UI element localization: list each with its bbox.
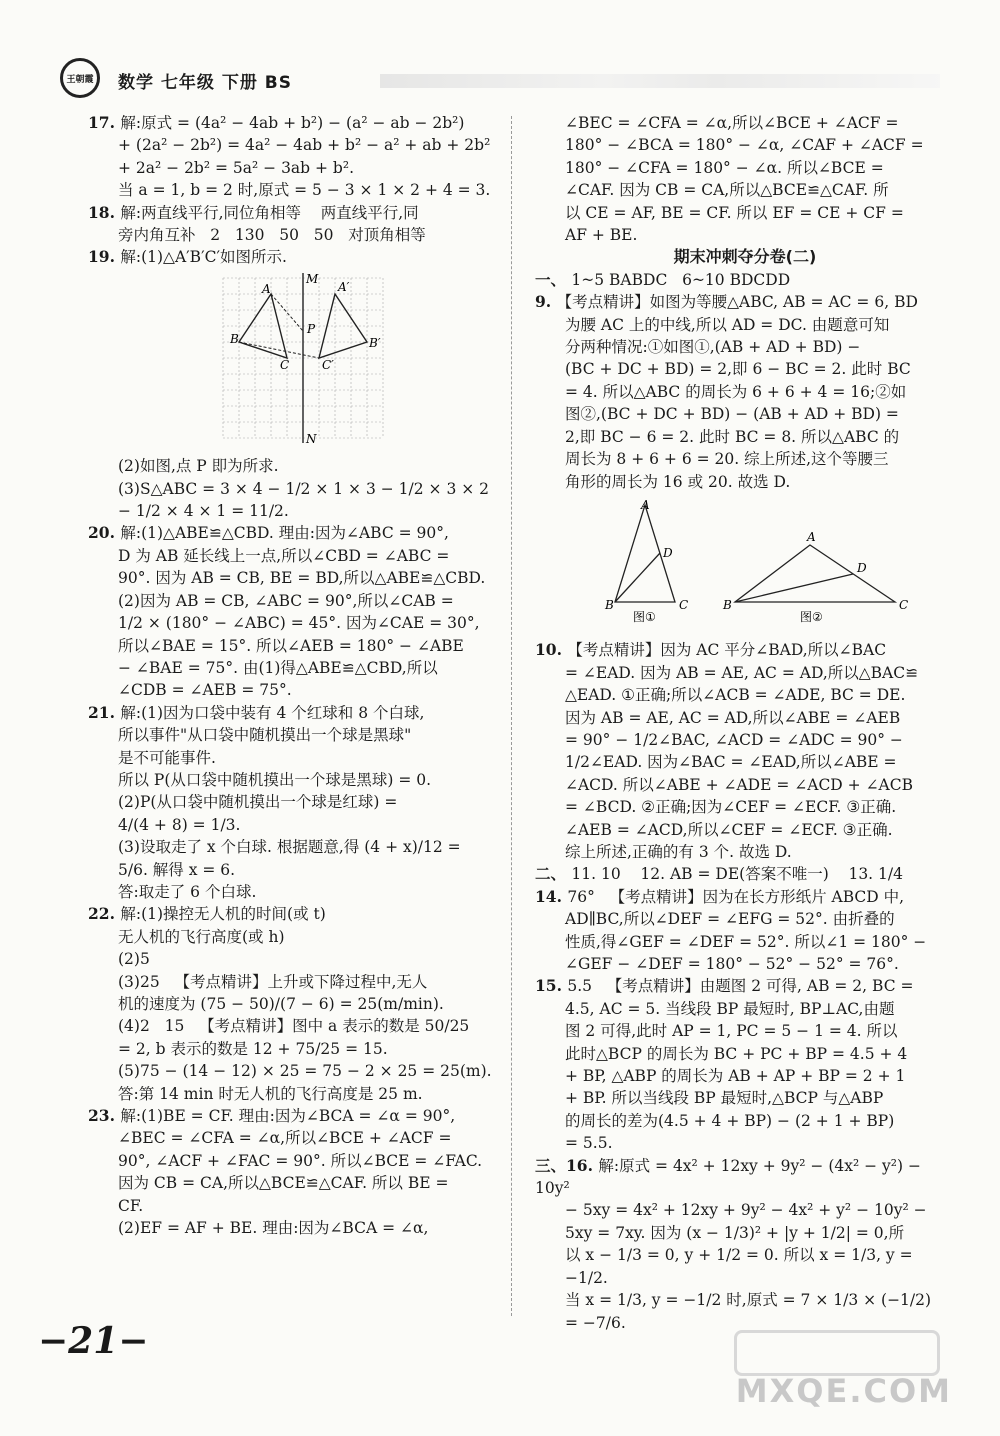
answer-text: CF. [118,1196,144,1215]
answer-line [535,426,955,448]
answer-text: 解:原式 = 4x² + 12xy + 9y² − (4x² − y²) − 10y² [535,1156,926,1198]
question-number: 20. [88,523,121,543]
answer-line [535,1043,955,1065]
answer-line [535,819,955,841]
answer-line [88,657,493,679]
answer-text: AD∥BC,所以∠DEF = ∠EFG = 52°. 由折叠的 [565,910,895,929]
question-number: 二、 [535,864,572,884]
answer-text: ∠CAF. 因为 CB = CA,所以△BCE≌△CAF. 所 [565,181,889,200]
answer-line [535,886,955,908]
question-number: 10. [535,640,568,660]
question-number: 17. [88,113,121,132]
answer-text: = 90° − 1/2∠BAC, ∠ACD = ∠ADC = 90° − [565,730,903,749]
answer-line [88,1217,493,1239]
answer-text: ∠AEB = ∠ACD,所以∠CEF = ∠ECF. ③正确. [565,820,893,839]
triangle-vertex-label: A [807,529,816,544]
answer-line [88,1015,493,1037]
answer-text: 解:两直线平行,同位角相等 两直线平行,同 [120,203,419,222]
grid-label: B [230,331,239,346]
grid-label: C [280,357,290,372]
answer-line [535,403,955,425]
answer-text: − ∠BAE = 75°. 由(1)得△ABE≌△CBD,所以 [118,658,438,677]
figure-caption: 图① [633,609,656,624]
figure-caption: 图② [800,609,823,624]
answer-text: 解:(1)△ABE≌△CBD. 理由:因为∠ABC = 90°, [120,524,449,543]
answer-line [535,751,955,773]
answer-text: 综上所述,正确的有 3 个. 故选 D. [565,842,792,861]
answer-text: (3)设取走了 x 个白球. 根据题意,得 (4 + x)/12 = [118,838,461,857]
answer-text: 因为 AB = AE, AC = AD,所以∠ABE = ∠AEB [565,708,901,727]
triangle-vertex-label: C [899,597,909,612]
answer-line [88,1127,493,1149]
answer-line [88,590,493,612]
answer-line [535,336,955,358]
answer-line [88,567,493,589]
answer-line [88,1150,493,1172]
answer-text: 1~5 BABDC 6~10 BDCDD [571,270,791,289]
answer-text: + (2a² − 2b²) = 4a² − 4ab + b² − a² + ab + 2b² [118,136,491,155]
answer-line [88,522,493,544]
answer-line [88,112,493,134]
answer-line [88,769,493,791]
answer-text: 解:原式 = (4a² − 4ab + b²) − (a² − ab − 2b²) [120,114,465,132]
answer-line [535,224,955,246]
grid-label: P [307,321,316,336]
symmetry-grid-figure [218,273,388,443]
grid-label: A′ [338,279,350,294]
page-number: −21− [38,1320,149,1362]
answer-text: 76° 【考点精讲】因为在长方形纸片 ABCD 中, [567,887,905,906]
question-number: 一、 [535,269,572,289]
answer-line [535,707,955,729]
answer-line [535,931,955,953]
answer-text: (2)5 [118,950,150,969]
answer-text: ∠BEC = ∠CFA = ∠α,所以∠BCE + ∠ACF = [565,114,899,132]
answer-line [88,1060,493,1082]
answer-line [88,881,493,903]
answer-line [88,814,493,836]
answer-line [88,971,493,993]
question-number: 21. [88,702,121,722]
answer-text: 分两种情况:①如图①,(AB + AD + BD) − [565,338,861,357]
watermark: MXQE.COM [735,1372,952,1410]
answer-text: + BP, △ABP 的周长为 AB + AP + BP = 2 + 1 [565,1067,906,1086]
header-title: 数学 七年级 下册 BS [118,73,292,93]
answer-line [535,1110,955,1132]
header-decor-bar [380,74,940,88]
answer-line [535,1244,955,1289]
triangle-vertex-label: D [857,560,867,575]
answer-text: 图②,(BC + DC + BD) − (AB + AD + BD) = [565,405,899,424]
answer-line [535,684,955,706]
answer-line [535,358,955,380]
answer-line [88,455,493,477]
answer-text: 解:(1)操控无人机的时间(或 t) [120,905,326,924]
answer-text: 是不可能事件. [118,748,216,767]
answer-text: 180° − ∠BCA = 180° − ∠α, ∠CAF + ∠ACF = [565,136,924,155]
answer-line [535,975,955,997]
answer-text: 性质,得∠GEF = ∠DEF = 52°. 所以∠1 = 180° − [565,932,927,951]
triangle-vertex-label: C [679,597,689,612]
answer-line [535,269,955,291]
answer-text: 解:(1)因为口袋中装有 4 个红球和 8 个白球, [120,703,425,722]
right-column [535,112,955,1334]
answer-text: ∠GEF − ∠DEF = 180° − 52° − 52° = 76°. [565,955,899,973]
answer-line [88,791,493,813]
watermark-frame [734,1330,940,1376]
answer-line [88,500,493,522]
answer-text: 1/2∠EAD. 因为∠BAC = ∠EAD,所以∠ABE = [565,753,897,772]
answer-text: 解:(1)△A′B′C′如图所示. [120,248,287,267]
answer-text: ∠ACD. 所以∠ABE + ∠ADE = ∠ACD + ∠ACB [565,775,914,794]
answer-line [535,841,955,863]
answer-line [535,314,955,336]
answer-text: 旁内角互补 2 130 50 50 对顶角相等 [118,226,426,245]
answer-text: 角形的周长为 16 或 20. 故选 D. [565,472,791,491]
answer-text: = 2, b 表示的数是 12 + 75/25 = 15. [118,1039,388,1058]
triangle-vertex-label: B [723,597,732,612]
question-number: 9. [535,292,557,312]
answer-line [535,1155,955,1200]
answer-line [535,998,955,1020]
answer-line [535,639,955,661]
section-title: 期末冲刺夺分卷(二) [673,247,817,267]
answer-text: (3)S△ABC = 3 × 4 − 1/2 × 1 × 3 − 1/2 × 3 × 2 [118,479,490,498]
answer-text: AF + BE. [565,226,638,245]
answer-text: (BC + DC + BD) = 2,即 6 − BC = 2. 此时 BC [565,360,911,379]
column-divider [511,116,512,1316]
answer-line [88,545,493,567]
answer-text: 11. 10 12. AB = DE(答案不唯一) 13. 1/4 [571,865,903,884]
triangle-vertex-label: D [663,545,673,560]
answer-text: + BP. 所以当线段 BP 最短时,△BCP 与△ABP [565,1089,884,1108]
answer-text: = 4. 所以△ABC 的周长为 6 + 6 + 4 = 16;②如 [565,382,907,401]
answer-text: 【考点精讲】如图为等腰△ABC, AB = AC = 6, BD [556,293,918,312]
answer-line [88,859,493,881]
answer-line [535,381,955,403]
answer-line [88,993,493,1015]
question-number: 18. [88,202,121,222]
answer-line [88,1172,493,1194]
answer-text: (2)因为 AB = CB, ∠ABC = 90°,所以∠CAB = [118,591,454,610]
answer-line [535,179,955,201]
question-number: 19. [88,247,121,267]
answer-text: (2)P(从口袋中随机摸出一个球是红球) = [118,793,398,812]
figure [595,497,955,633]
answer-line [88,926,493,948]
answer-line [88,702,493,724]
answer-text: 2,即 BC − 6 = 2. 此时 BC = 8. 所以△ABC 的 [565,427,900,446]
answer-text: = −7/6. [565,1313,626,1332]
answer-line [88,1083,493,1105]
question-number: 23. [88,1106,121,1126]
isosceles-triangles-figure [595,497,925,627]
answer-text: = ∠BCD. ②正确;因为∠CEF = ∠ECF. ③正确. [565,798,897,817]
answer-line [535,1020,955,1042]
answer-text: − 1/2 × 4 × 1 = 11/2. [118,502,289,521]
triangle-vertex-label: A [641,497,650,512]
answer-line [88,224,493,246]
answer-text: = 5.5. [565,1134,613,1153]
answer-text: ∠BEC = ∠CFA = ∠α,所以∠BCE + ∠ACF = [118,1129,452,1148]
answer-text: 当 x = 1/3, y = −1/2 时,原式 = 7 × 1/3 × (−1/2) [565,1291,932,1310]
question-number: 三、16. [535,1155,599,1175]
grid-label: C′ [322,357,334,372]
grid-label: N [306,431,317,443]
page-header [60,58,940,98]
answer-line [535,1132,955,1154]
answer-text: 4/(4 + 8) = 1/3. [118,815,241,834]
answer-line [535,1199,955,1221]
answer-line [88,134,493,156]
answer-text: 【考点精讲】因为 AC 平分∠BAD,所以∠BAC [567,641,887,660]
answer-line [88,903,493,925]
figure [218,273,493,449]
answer-line [535,112,955,134]
answer-line [88,679,493,701]
answer-line [535,774,955,796]
publisher-logo: 王朝霞 [60,58,100,98]
answer-text: (3)25 【考点精讲】上升或下降过程中,无人 [118,972,428,991]
answer-line [535,1222,955,1244]
answer-text: 以 x − 1/3 = 0, y + 1/2 = 0. 所以 x = 1/3, y = −1/2. [565,1246,918,1287]
answer-line [88,179,493,201]
answer-line [535,863,955,885]
answer-line [535,1289,955,1311]
answer-line [88,724,493,746]
answer-line [535,662,955,684]
answer-text: D 为 AB 延长线上一点,所以∠CBD = ∠ABC = [118,546,450,565]
answer-line [88,246,493,268]
answer-text: 5/6. 解得 x = 6. [118,860,236,879]
answer-text: 5xy = 7xy. 因为 (x − 1/3)² + |y + 1/2| = 0,所 [565,1223,905,1242]
grid-label: A [262,281,271,296]
answer-text: (5)75 − (14 − 12) × 25 = 75 − 2 × 25 = 25(m). [118,1062,492,1081]
answer-line [88,635,493,657]
answer-text: 90°. 因为 AB = CB, BE = BD,所以△ABE≌△CBD. [118,569,486,588]
answer-line [535,448,955,470]
answer-line [88,202,493,224]
answer-line [88,1038,493,1060]
answer-text: 90°, ∠ACF + ∠FAC = 90°. 所以∠BCE = ∠FAC. [118,1151,483,1170]
answer-line [535,134,955,156]
answer-text: 此时△BCP 的周长为 BC + PC + BP = 4.5 + 4 [565,1044,908,1063]
answer-line [88,1105,493,1127]
answer-text: 所以∠BAE = 15°. 所以∠AEB = 180° − ∠ABE [118,636,464,655]
answer-text: 5.5 【考点精讲】由题图 2 可得, AB = 2, BC = [567,977,914,996]
answer-text: (2)如图,点 P 即为所求. [118,457,279,476]
answer-line [88,157,493,179]
answer-line [535,202,955,224]
grid-label: B′ [369,335,381,350]
answer-text: 解:(1)BE = CF. 理由:因为∠BCA = ∠α = 90°, [120,1107,456,1126]
answer-line [535,796,955,818]
answer-text: 为腰 AC 上的中线,所以 AD = DC. 由题意可知 [565,315,890,334]
answer-text: 以 CE = AF, BE = CF. 所以 EF = CE + CF = [565,203,904,222]
answer-text: + 2a² − 2b² = 5a² − 3ab + b². [118,158,354,177]
answer-text: (2)EF = AF + BE. 理由:因为∠BCA = ∠α, [118,1219,429,1238]
answer-text: 所以 P(从口袋中随机摸出一个球是黑球) = 0. [118,770,432,789]
answer-line [535,157,955,179]
grid-label: M [306,272,319,286]
left-column [88,112,493,1239]
answer-text: 图 2 可得,此时 AP = 1, PC = 5 − 1 = 4. 所以 [565,1022,898,1041]
answer-line [535,729,955,751]
answer-text: 周长为 8 + 6 + 6 = 20. 综上所述,这个等腰三 [565,450,889,469]
answer-text: 当 a = 1, b = 2 时,原式 = 5 − 3 × 1 × 2 + 4 = 3. [118,181,491,200]
answer-text: 所以事件"从口袋中随机摸出一个球是黑球" [118,726,412,745]
answer-text: ∠CDB = ∠AEB = 75°. [118,681,292,700]
answer-text: 180° − ∠CFA = 180° − ∠α. 所以∠BCE = [565,158,884,177]
answer-text: = ∠EAD. 因为 AB = AE, AC = AD,所以△BAC≌ [565,663,919,682]
answer-text: 机的速度为 (75 − 50)/(7 − 6) = 25(m/min). [118,995,444,1013]
answer-line [535,908,955,930]
answer-text: △EAD. ①正确;所以∠ACB = ∠ADE, BC = DE. [565,686,906,705]
answer-line [88,612,493,634]
answer-line [88,478,493,500]
answer-text: 答:第 14 min 时无人机的飞行高度是 25 m. [118,1084,423,1103]
answer-text: 的周长的差为(4.5 + 4 + BP) − (2 + 1 + BP) [565,1111,895,1130]
answer-text: 答:取走了 6 个白球. [118,882,257,901]
answer-text: − 5xy = 4x² + 12xy + 9y² − 4x² + y² − 10y² − [565,1201,927,1220]
answer-line [88,948,493,970]
answer-line [88,836,493,858]
question-number: 14. [535,886,568,906]
answer-text: 1/2 × (180° − ∠ABC) = 45°. 因为∠CAE = 30°, [118,614,480,633]
answer-line [535,291,955,313]
question-number: 22. [88,904,121,924]
answer-text: 因为 CB = CA,所以△BCE≌△CAF. 所以 BE = [118,1174,449,1193]
answer-line [88,747,493,769]
question-number: 15. [535,976,568,996]
answer-line [535,953,955,975]
answer-line [535,471,955,493]
answer-line [88,1195,493,1217]
answer-line [535,1087,955,1109]
triangle-vertex-label: B [605,597,614,612]
answer-text: 无人机的飞行高度(或 h) [118,927,285,946]
answer-line [535,1065,955,1087]
answer-text: 4.5, AC = 5. 当线段 BP 最短时, BP⊥AC,由题 [565,999,895,1018]
answer-text: (4)2 15 【考点精讲】图中 a 表示的数是 50/25 [118,1017,470,1036]
